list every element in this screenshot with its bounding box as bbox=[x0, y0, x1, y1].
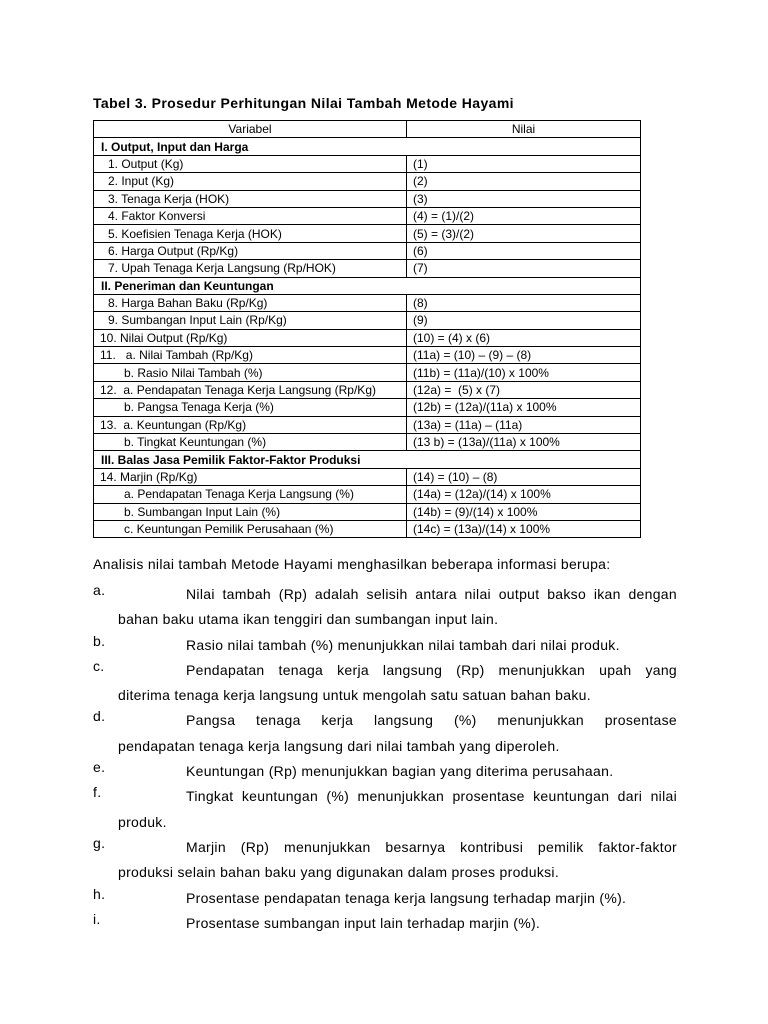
list-text bbox=[186, 759, 677, 784]
nilai-cell: (11a) = (10) – (9) – (8) bbox=[407, 347, 641, 364]
variabel-cell: 1. Output (Kg) bbox=[94, 155, 407, 172]
list-text-line: Keuntungan (Rp) menunjukkan bagian yang diterima perusahaan. bbox=[186, 763, 614, 780]
list-item bbox=[93, 582, 677, 633]
nilai-cell: (1) bbox=[407, 155, 641, 172]
variabel-cell: 13. a. Keuntungan (Rp/Kg) bbox=[94, 416, 407, 433]
variabel-cell: 7. Upah Tenaga Kerja Langsung (Rp/HOK) bbox=[94, 260, 407, 277]
list-text-continuation: bahan baku utama ikan tenggiri dan sumbangan input lain. bbox=[118, 611, 499, 628]
hayami-table bbox=[93, 120, 641, 538]
nilai-cell: (12b) = (12a)/(11a) x 100% bbox=[407, 399, 641, 416]
list-item bbox=[93, 784, 677, 835]
section-row bbox=[94, 138, 641, 155]
variabel-cell: 2. Input (Kg) bbox=[94, 173, 407, 190]
nilai-cell: (8) bbox=[407, 294, 641, 311]
variabel-cell: 10. Nilai Output (Rp/Kg) bbox=[94, 329, 407, 346]
list-text-line: Prosentase sumbangan input lain terhadap marjin (%). bbox=[186, 914, 541, 931]
table-row bbox=[94, 416, 641, 433]
variabel-cell: 8. Harga Bahan Baku (Rp/Kg) bbox=[94, 294, 407, 311]
variabel-cell: a. Pendapatan Tenaga Kerja Langsung (%) bbox=[94, 486, 407, 503]
list-text-line: Rasio nilai tambah (%) menunjukkan nilai tambah dari nilai produk. bbox=[186, 636, 620, 653]
list-marker: i. bbox=[93, 910, 101, 927]
table-row bbox=[94, 399, 641, 416]
list-text-line: Pendapatan tenaga kerja langsung (Rp) menunjukkan upah yang bbox=[186, 661, 677, 678]
section-label: I. Output, Input dan Harga bbox=[94, 138, 641, 155]
nilai-cell: (6) bbox=[407, 242, 641, 259]
table-row bbox=[94, 434, 641, 451]
table-row bbox=[94, 503, 641, 520]
list-marker: h. bbox=[93, 885, 106, 902]
variabel-cell: 3. Tenaga Kerja (HOK) bbox=[94, 190, 407, 207]
list-text bbox=[186, 582, 677, 607]
variabel-cell: 12. a. Pendapatan Tenaga Kerja Langsung (Rp/Kg) bbox=[94, 381, 407, 398]
list-text-continuation: produksi selain bahan baku yang digunakan dalam proses produksi. bbox=[118, 864, 560, 881]
list-marker: d. bbox=[93, 708, 106, 725]
list-text-line: Marjin (Rp) menunjukkan besarnya kontribusi pemilik faktor-faktor bbox=[186, 838, 677, 855]
nilai-cell: (3) bbox=[407, 190, 641, 207]
variabel-cell: b. Tingkat Keuntungan (%) bbox=[94, 434, 407, 451]
nilai-cell: (14c) = (13a)/(14) x 100% bbox=[407, 520, 641, 537]
list-text bbox=[186, 658, 677, 683]
nilai-cell: (13a) = (11a) – (11a) bbox=[407, 416, 641, 433]
list-text bbox=[186, 911, 677, 936]
intro-paragraph: Analisis nilai tambah Metode Hayami menghasilkan beberapa informasi berupa: bbox=[93, 556, 611, 572]
header-nilai: Nilai bbox=[407, 121, 641, 138]
list-text-continuation: diterima tenaga kerja langsung untuk mengolah satu satuan bahan baku. bbox=[118, 687, 591, 704]
list-text bbox=[186, 784, 677, 809]
table-row bbox=[94, 225, 641, 242]
list-text-line: Pangsa tenaga kerja langsung (%) menunjukkan prosentase bbox=[186, 712, 677, 729]
list-marker: c. bbox=[93, 657, 105, 674]
table-row bbox=[94, 155, 641, 172]
table-row bbox=[94, 312, 641, 329]
list-marker: a. bbox=[93, 582, 106, 598]
variabel-cell: c. Keuntungan Pemilik Perusahaan (%) bbox=[94, 520, 407, 537]
variabel-cell: b. Rasio Nilai Tambah (%) bbox=[94, 364, 407, 381]
table-row bbox=[94, 242, 641, 259]
variabel-cell: 4. Faktor Konversi bbox=[94, 207, 407, 224]
table-row bbox=[94, 173, 641, 190]
table-row bbox=[94, 486, 641, 503]
list-text bbox=[186, 708, 677, 733]
table-row bbox=[94, 294, 641, 311]
section-row bbox=[94, 451, 641, 468]
list-item bbox=[93, 759, 677, 784]
table-row bbox=[94, 468, 641, 485]
nilai-cell: (4) = (1)/(2) bbox=[407, 207, 641, 224]
nilai-cell: (13 b) = (13a)/(11a) x 100% bbox=[407, 434, 641, 451]
table-row bbox=[94, 260, 641, 277]
list-item bbox=[93, 835, 677, 886]
table-row bbox=[94, 190, 641, 207]
nilai-cell: (14) = (10) – (8) bbox=[407, 468, 641, 485]
list-text bbox=[186, 835, 677, 860]
list-marker: g. bbox=[93, 834, 106, 851]
table-header-row bbox=[94, 121, 641, 138]
variabel-cell: 11. a. Nilai Tambah (Rp/Kg) bbox=[94, 347, 407, 364]
list-item bbox=[93, 911, 677, 936]
nilai-cell: (2) bbox=[407, 173, 641, 190]
section-label: III. Balas Jasa Pemilik Faktor-Faktor Produksi bbox=[94, 451, 641, 468]
nilai-cell: (9) bbox=[407, 312, 641, 329]
list-marker: e. bbox=[93, 759, 106, 776]
variabel-cell: 6. Harga Output (Rp/Kg) bbox=[94, 242, 407, 259]
table-row bbox=[94, 329, 641, 346]
variabel-cell: 9. Sumbangan Input Lain (Rp/Kg) bbox=[94, 312, 407, 329]
nilai-cell: (12a) = (5) x (7) bbox=[407, 381, 641, 398]
list-item bbox=[93, 633, 677, 658]
nilai-cell: (14b) = (9)/(14) x 100% bbox=[407, 503, 641, 520]
list-item bbox=[93, 658, 677, 709]
section-row bbox=[94, 277, 641, 294]
list-text-continuation: produk. bbox=[118, 813, 167, 830]
list-item bbox=[93, 886, 677, 911]
table-row bbox=[94, 520, 641, 537]
list-text-continuation: pendapatan tenaga kerja langsung dari nilai tambah yang diperoleh. bbox=[118, 737, 560, 754]
list-marker: f. bbox=[93, 784, 102, 801]
section-label: II. Peneriman dan Keuntungan bbox=[94, 277, 641, 294]
table-row bbox=[94, 381, 641, 398]
list-text bbox=[186, 633, 677, 658]
nilai-cell: (14a) = (12a)/(14) x 100% bbox=[407, 486, 641, 503]
variabel-cell: b. Sumbangan Input Lain (%) bbox=[94, 503, 407, 520]
variabel-cell: 14. Marjin (Rp/Kg) bbox=[94, 468, 407, 485]
list-text bbox=[186, 886, 677, 911]
variabel-cell: 5. Koefisien Tenaga Kerja (HOK) bbox=[94, 225, 407, 242]
table-row bbox=[94, 207, 641, 224]
variabel-cell: b. Pangsa Tenaga Kerja (%) bbox=[94, 399, 407, 416]
table-row bbox=[94, 347, 641, 364]
table-row bbox=[94, 364, 641, 381]
header-variabel: Variabel bbox=[94, 121, 407, 138]
nilai-cell: (5) = (3)/(2) bbox=[407, 225, 641, 242]
list-text-line: Tingkat keuntungan (%) menunjukkan prosentase keuntungan dari nilai bbox=[186, 788, 677, 805]
table-body bbox=[94, 138, 641, 538]
list-text-line: Prosentase pendapatan tenaga kerja langsung terhadap marjin (%). bbox=[186, 889, 627, 906]
nilai-cell: (10) = (4) x (6) bbox=[407, 329, 641, 346]
list-marker: b. bbox=[93, 632, 106, 649]
nilai-cell: (11b) = (11a)/(10) x 100% bbox=[407, 364, 641, 381]
table-title: Tabel 3. Prosedur Perhitungan Nilai Tambah Metode Hayami bbox=[93, 95, 514, 111]
list-item bbox=[93, 708, 677, 759]
list-text-line: Nilai tambah (Rp) adalah selisih antara nilai output bakso ikan dengan bbox=[186, 586, 677, 602]
info-list bbox=[93, 582, 677, 936]
nilai-cell: (7) bbox=[407, 260, 641, 277]
